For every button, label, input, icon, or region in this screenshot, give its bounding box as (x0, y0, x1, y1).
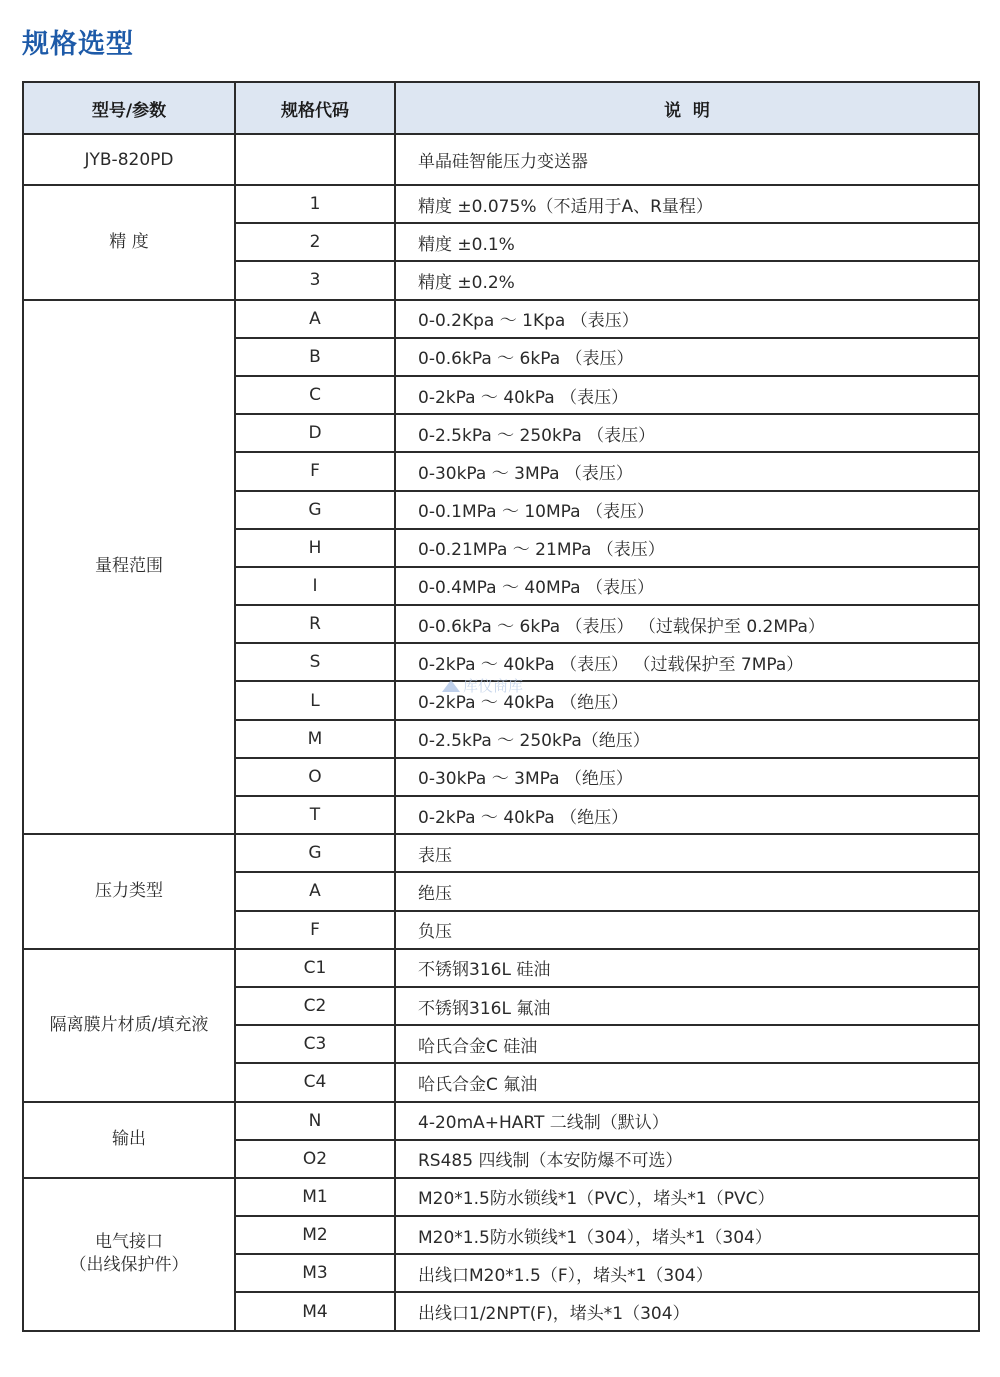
spec-desc: 精度 ±0.075%（不适用于A、R量程） (395, 185, 979, 223)
spec-code: M2 (235, 1216, 395, 1254)
spec-code: T (235, 796, 395, 834)
spec-code: B (235, 338, 395, 376)
spec-desc: 0-30kPa ～ 3MPa （绝压） (395, 758, 979, 796)
spec-code: 1 (235, 185, 395, 223)
spec-code: N (235, 1102, 395, 1140)
spec-desc: 0-0.6kPa ～ 6kPa （表压） (395, 338, 979, 376)
spec-desc: 0-0.21MPa ～ 21MPa （表压） (395, 529, 979, 567)
spec-code: G (235, 491, 395, 529)
spec-code: C1 (235, 949, 395, 987)
spec-desc: 精度 ±0.1% (395, 223, 979, 261)
table-row (23, 300, 979, 338)
spec-code: F (235, 452, 395, 490)
group-label: 电气接口 （出线保护件） (23, 1178, 235, 1331)
header-row (23, 82, 979, 134)
spec-desc: 0-2.5kPa ～ 250kPa （表压） (395, 414, 979, 452)
table-row (23, 949, 979, 987)
spec-desc: 哈氏合金C 氟油 (395, 1063, 979, 1101)
spec-code: C3 (235, 1025, 395, 1063)
spec-code: G (235, 834, 395, 872)
spec-desc: 0-2kPa ～ 40kPa （表压） (395, 376, 979, 414)
spec-code: C (235, 376, 395, 414)
spec-desc: 出线口1/2NPT(F)，堵头*1（304） (395, 1292, 979, 1330)
spec-desc: 0-0.2Kpa ～ 1Kpa （表压） (395, 300, 979, 338)
spec-desc: RS485 四线制（本安防爆不可选） (395, 1140, 979, 1178)
spec-desc: 出线口M20*1.5（F），堵头*1（304） (395, 1254, 979, 1292)
spec-code: C4 (235, 1063, 395, 1101)
spec-desc: 0-0.4MPa ～ 40MPa （表压） (395, 567, 979, 605)
spec-desc: 0-2kPa ～ 40kPa （绝压） (395, 796, 979, 834)
spec-code: O (235, 758, 395, 796)
spec-desc: 负压 (395, 911, 979, 949)
spec-desc: 不锈钢316L 氟油 (395, 987, 979, 1025)
spec-desc: 精度 ±0.2% (395, 261, 979, 299)
spec-desc: 表压 (395, 834, 979, 872)
spec-desc: M20*1.5防水锁线*1（304），堵头*1（304） (395, 1216, 979, 1254)
group-label: 量程范围 (23, 300, 235, 835)
header-code: 规格代码 (235, 82, 395, 134)
spec-desc: 4-20mA+HART 二线制（默认） (395, 1102, 979, 1140)
spec-desc: 绝压 (395, 872, 979, 910)
spec-code: I (235, 567, 395, 605)
spec-code: M (235, 720, 395, 758)
watermark-text: 库仪商库 (463, 677, 524, 695)
page-title: 规格选型 (22, 29, 134, 60)
spec-code: D (235, 414, 395, 452)
spec-desc: 哈氏合金C 硅油 (395, 1025, 979, 1063)
spec-code: S (235, 643, 395, 681)
spec-desc: M20*1.5防水锁线*1（PVC），堵头*1（PVC） (395, 1178, 979, 1216)
header-desc: 说 明 (395, 82, 979, 134)
spec-code: A (235, 872, 395, 910)
model-desc: 单晶硅智能压力变送器 (395, 134, 979, 185)
spec-code: H (235, 529, 395, 567)
spec-table (22, 81, 980, 1332)
spec-code: M3 (235, 1254, 395, 1292)
table-row (23, 1102, 979, 1140)
group-label: 输出 (23, 1102, 235, 1178)
header-param: 型号/参数 (23, 82, 235, 134)
spec-code: M1 (235, 1178, 395, 1216)
table-row (23, 185, 979, 223)
spec-desc: 0-2kPa ～ 40kPa （绝压） (395, 681, 979, 719)
spec-desc: 0-2kPa ～ 40kPa （表压） （过载保护至 7MPa） (395, 643, 979, 681)
spec-desc: 0-0.6kPa ～ 6kPa （表压） （过载保护至 0.2MPa） (395, 605, 979, 643)
spec-desc: 0-2.5kPa ～ 250kPa（绝压） (395, 720, 979, 758)
table-row (23, 834, 979, 872)
spec-code: O2 (235, 1140, 395, 1178)
group-label: 精 度 (23, 185, 235, 300)
spec-code: 3 (235, 261, 395, 299)
spec-code: F (235, 911, 395, 949)
group-label: 隔离膜片材质/填充液 (23, 949, 235, 1102)
spec-desc: 0-0.1MPa ～ 10MPa （表压） (395, 491, 979, 529)
spec-code: R (235, 605, 395, 643)
spec-code: C2 (235, 987, 395, 1025)
group-label: 压力类型 (23, 834, 235, 949)
spec-code: A (235, 300, 395, 338)
spec-code: 2 (235, 223, 395, 261)
model-name: JYB-820PD (23, 134, 235, 185)
model-row (23, 134, 979, 185)
spec-desc: 不锈钢316L 硅油 (395, 949, 979, 987)
spec-desc: 0-30kPa ～ 3MPa （表压） (395, 452, 979, 490)
spec-code: L (235, 681, 395, 719)
table-row (23, 1178, 979, 1216)
spec-code: M4 (235, 1292, 395, 1330)
model-code (235, 134, 395, 185)
